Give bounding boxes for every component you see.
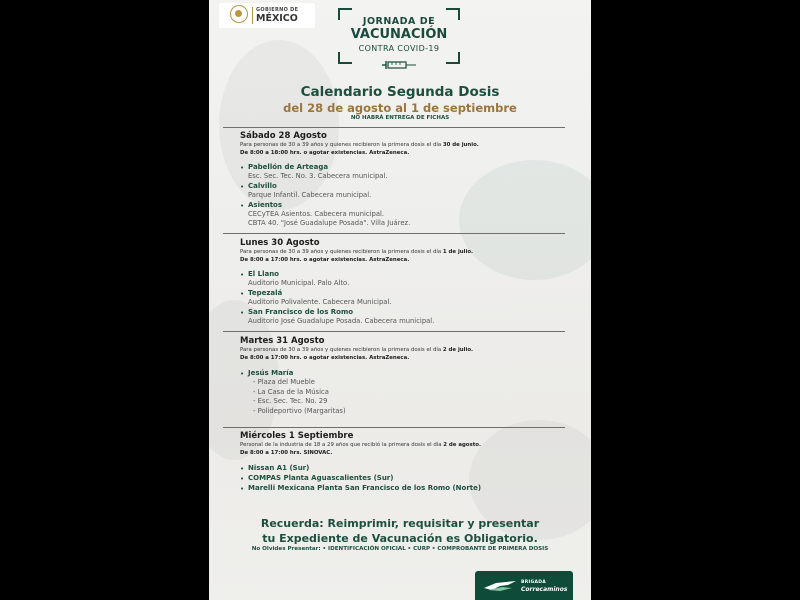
schedule-text: De 8:00 a 17:00 hrs. SINOVAC.	[240, 449, 333, 456]
location-venue: CBTA 40. "José Guadalupe Posada". Villa Juárez.	[248, 219, 411, 228]
bullet-icon: •	[240, 309, 245, 318]
badge-line-1: BRIGADA	[521, 580, 547, 585]
header-line-2: VACUNACIÓN	[350, 27, 448, 42]
required-doc-item: • CURP	[407, 546, 431, 552]
location-item	[240, 464, 570, 473]
venue-sub-item: - La Casa de la Música	[253, 387, 329, 396]
eligibility-text: Para personas de 30 a 39 años y quienes recibieron la primera dosis el día	[240, 347, 443, 353]
required-doc-item: • COMPROBANTE DE PRIMERA DOSIS	[431, 546, 549, 552]
required-documents	[209, 546, 591, 552]
day-section-wednesday	[240, 431, 570, 493]
location-name: San Francisco de los Romo	[248, 308, 354, 317]
day-eligibility	[240, 347, 570, 362]
bullet-icon: •	[240, 290, 245, 299]
bullet-icon: •	[240, 271, 245, 280]
roadrunner-icon	[482, 580, 518, 592]
frame-corner	[338, 52, 352, 64]
reminder-line-1: Recuerda: Reimprimir, requisitar y presentar	[260, 517, 540, 530]
page-title: Calendario Segunda Dosis	[300, 84, 500, 100]
location-name: Asientos	[248, 201, 283, 210]
day-title: Sábado 28 Agosto	[240, 131, 327, 141]
header-line-3: CONTRA COVID-19	[358, 44, 440, 53]
section-divider	[223, 331, 565, 332]
campaign-header	[338, 8, 460, 74]
bullet-icon: •	[240, 475, 245, 484]
eligibility-text: Personal de la industria de 18 a 29 años que recibió la primera dosis el día	[240, 442, 444, 448]
day-section-tuesday	[240, 336, 570, 416]
schedule-text: De 8:00 a 17:00 hrs. o agotar existencias. AstraZeneca.	[240, 256, 410, 263]
day-title: Martes 31 Agosto	[240, 336, 325, 346]
location-item	[240, 369, 570, 416]
day-title: Miércoles 1 Septiembre	[240, 431, 354, 441]
section-divider	[223, 233, 565, 234]
location-item	[240, 270, 570, 288]
location-name: Pabellón de Arteaga	[248, 163, 329, 172]
date-range: del 28 de agosto al 1 de septiembre	[283, 101, 517, 115]
location-name: Marelli Mexicana Planta San Francisco de los Romo (Norte)	[248, 484, 482, 493]
day-eligibility	[240, 442, 570, 457]
location-item	[240, 308, 570, 326]
venue-sub-item: - Polideportivo (Margaritas)	[253, 406, 346, 415]
badge-line-2: Correcaminos	[521, 586, 568, 593]
location-item	[240, 182, 570, 200]
vaccination-poster	[209, 0, 591, 600]
location-item	[240, 474, 570, 483]
location-name: Jesús María	[248, 369, 294, 378]
eligibility-date: 30 de junio.	[442, 142, 479, 148]
location-venue: Auditorio Polivalente. Cabecera Municipal.	[248, 298, 392, 307]
location-name: El Llano	[248, 270, 279, 279]
required-documents-lead: No Olvides Presentar:	[251, 546, 321, 552]
location-item	[240, 484, 570, 493]
day-eligibility	[240, 249, 570, 264]
header-line-1: JORNADA DE	[362, 16, 436, 27]
day-title: Lunes 30 Agosto	[240, 238, 320, 248]
day-section-saturday	[240, 131, 570, 228]
day-eligibility	[240, 142, 570, 157]
location-item	[240, 201, 570, 228]
syringe-icon	[382, 59, 416, 71]
location-item	[240, 289, 570, 307]
logo-line-2: MÉXICO	[256, 13, 298, 24]
reminder-text	[209, 516, 591, 546]
schedule-text: De 8:00 a 18:00 hrs. o agotar existencias. AstraZeneca.	[240, 149, 410, 156]
eligibility-text: Para personas de 30 a 39 años y quienes recibieron la primera dosis el día	[240, 249, 443, 255]
eligibility-date: 2 de julio.	[442, 347, 474, 353]
frame-corner	[446, 52, 460, 64]
schedule-text: De 8:00 a 17:00 hrs. o agotar existencias. AstraZeneca.	[240, 354, 410, 361]
location-venue: Auditorio José Guadalupe Posada. Cabecera municipal.	[248, 317, 435, 326]
bullet-icon: •	[240, 485, 245, 494]
gobierno-mexico-logo	[219, 3, 315, 28]
location-name: Calvillo	[248, 182, 277, 191]
notice-no-tokens: NO HABRÁ ENTREGA DE FICHAS	[350, 115, 450, 121]
venue-sub-item: - Esc. Sec. Tec. No. 29	[253, 397, 328, 406]
eligibility-date: 1 de julio.	[442, 249, 474, 255]
location-name: Nissan A1 (Sur)	[248, 464, 310, 473]
brigada-correcaminos-badge	[475, 571, 573, 600]
section-divider	[223, 427, 565, 428]
bullet-icon: •	[240, 202, 245, 211]
logo-separator	[252, 7, 253, 24]
location-name: Tepezalá	[248, 289, 283, 298]
eligibility-date: 2 de agosto.	[443, 442, 482, 448]
bullet-icon: •	[240, 164, 245, 173]
logo-line-1: GOBIERNO DE	[256, 7, 299, 13]
national-seal-icon	[230, 5, 248, 23]
eligibility-text: Para personas de 30 a 39 años y quienes recibieron la primera dosis el día	[240, 142, 443, 148]
reminder-line-2: tu Expediente de Vacunación es Obligatorio.	[262, 532, 538, 545]
section-divider	[223, 127, 565, 128]
location-venue: Esc. Sec. Tec. No. 3. Cabecera municipal.	[248, 172, 388, 181]
bullet-icon: •	[240, 370, 245, 379]
bullet-icon: •	[240, 183, 245, 192]
location-item	[240, 163, 570, 181]
day-section-monday	[240, 238, 570, 326]
bullet-icon: •	[240, 465, 245, 474]
venue-sub-item: - Plaza del Mueble	[253, 378, 315, 387]
location-venue: CECyTEA Asientos. Cabecera municipal.	[248, 210, 385, 219]
location-venue: Auditorio Municipal. Palo Alto.	[248, 279, 350, 288]
location-venue: Parque Infantil. Cabecera municipal.	[248, 191, 372, 200]
required-doc-item: • IDENTIFICACIÓN OFICIAL	[322, 546, 406, 552]
location-name: COMPAS Planta Aguascalientes (Sur)	[248, 474, 394, 483]
